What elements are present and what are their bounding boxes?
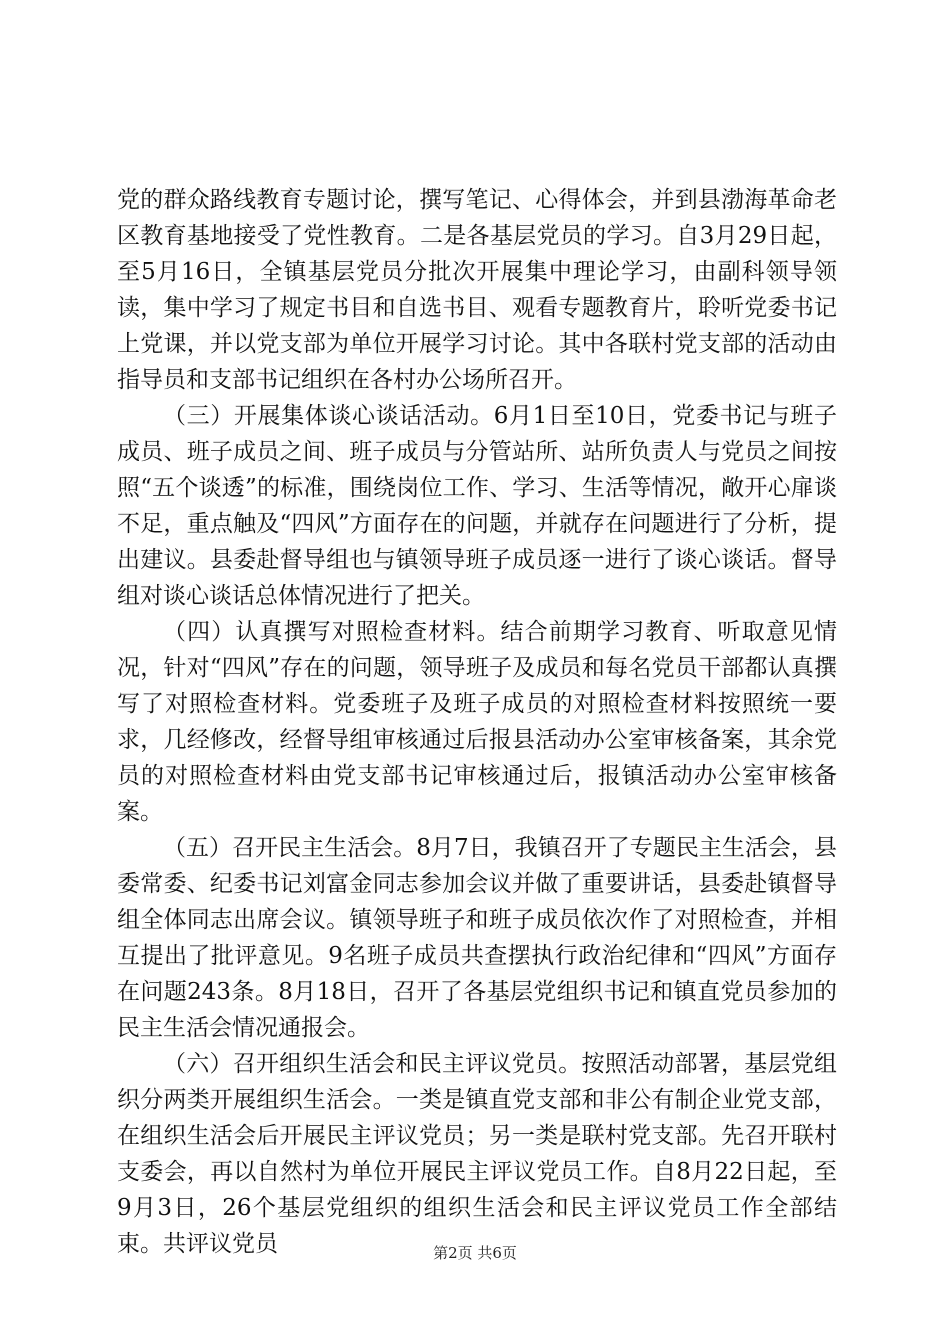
document-body [117, 182, 837, 1262]
page-footer [0, 1242, 950, 1263]
paragraph-section-4: （四）认真撰写对照检查材料。结合前期学习教育、听取意见情况，针对“四风”存在的问题，领导班子及成员和每名党员干部都认真撰写了对照检查材料。党委班子及班子成员的对照检查材料按照统一要求，几经修改，经督导组审核通过后报县活动办公室审核备案，其余党员的对照检查材料由党支部书记审核通过后，报镇活动办公室审核备案。 [117, 619, 837, 825]
paragraph-section-5: （五）召开民主生活会。8月7日，我镇召开了专题民主生活会，县委常委、纪委书记刘富金同志参加会议并做了重要讲话，县委赴镇督导组全体同志出席会议。镇领导班子和班子成员依次作了对照检查，并相互提出了批评意见。9名班子成员共查摆执行政治纪律和“四风”方面存在问题243条。8月18日，召开了各基层党组织书记和镇直党员参加的民主生活会情况通报会。 [117, 835, 837, 1041]
paragraph-continued: 党的群众路线教育专题讨论，撰写笔记、心得体会，并到县渤海革命老区教育基地接受了党性教育。二是各基层党员的学习。自3月29日起，至5月16日，全镇基层党员分批次开展集中理论学习，由副科领导领读，集中学习了规定书目和自选书目、观看专题教育片，聆听党委书记上党课，并以党支部为单位开展学习讨论。其中各联村党支部的活动由指导员和支部书记组织在各村办公场所召开。 [117, 187, 837, 393]
paragraph-section-3: （三）开展集体谈心谈话活动。6月1日至10日，党委书记与班子成员、班子成员之间、班子成员与分管站所、站所负责人与党员之间按照“五个谈透”的标准，围绕岗位工作、学习、生活等情况，敞开心扉谈不足，重点触及“四风”方面存在的问题，并就存在问题进行了分析，提出建议。县委赴督导组也与镇领导班子成员逐一进行了谈心谈话。督导组对谈心谈话总体情况进行了把关。 [117, 403, 837, 609]
page-indicator: 第2页 共6页 [433, 1244, 517, 1262]
paragraph-section-6: （六）召开组织生活会和民主评议党员。按照活动部署，基层党组织分两类开展组织生活会。一类是镇直党支部和非公有制企业党支部，在组织生活会后开展民主评议党员；另一类是联村党支部。先召开联村支委会，再以自然村为单位开展民主评议党员工作。自8月22日起，至9月3日，26个基层党组织的组织生活会和民主评议党员工作全部结束。共评议党员 [117, 1051, 837, 1257]
